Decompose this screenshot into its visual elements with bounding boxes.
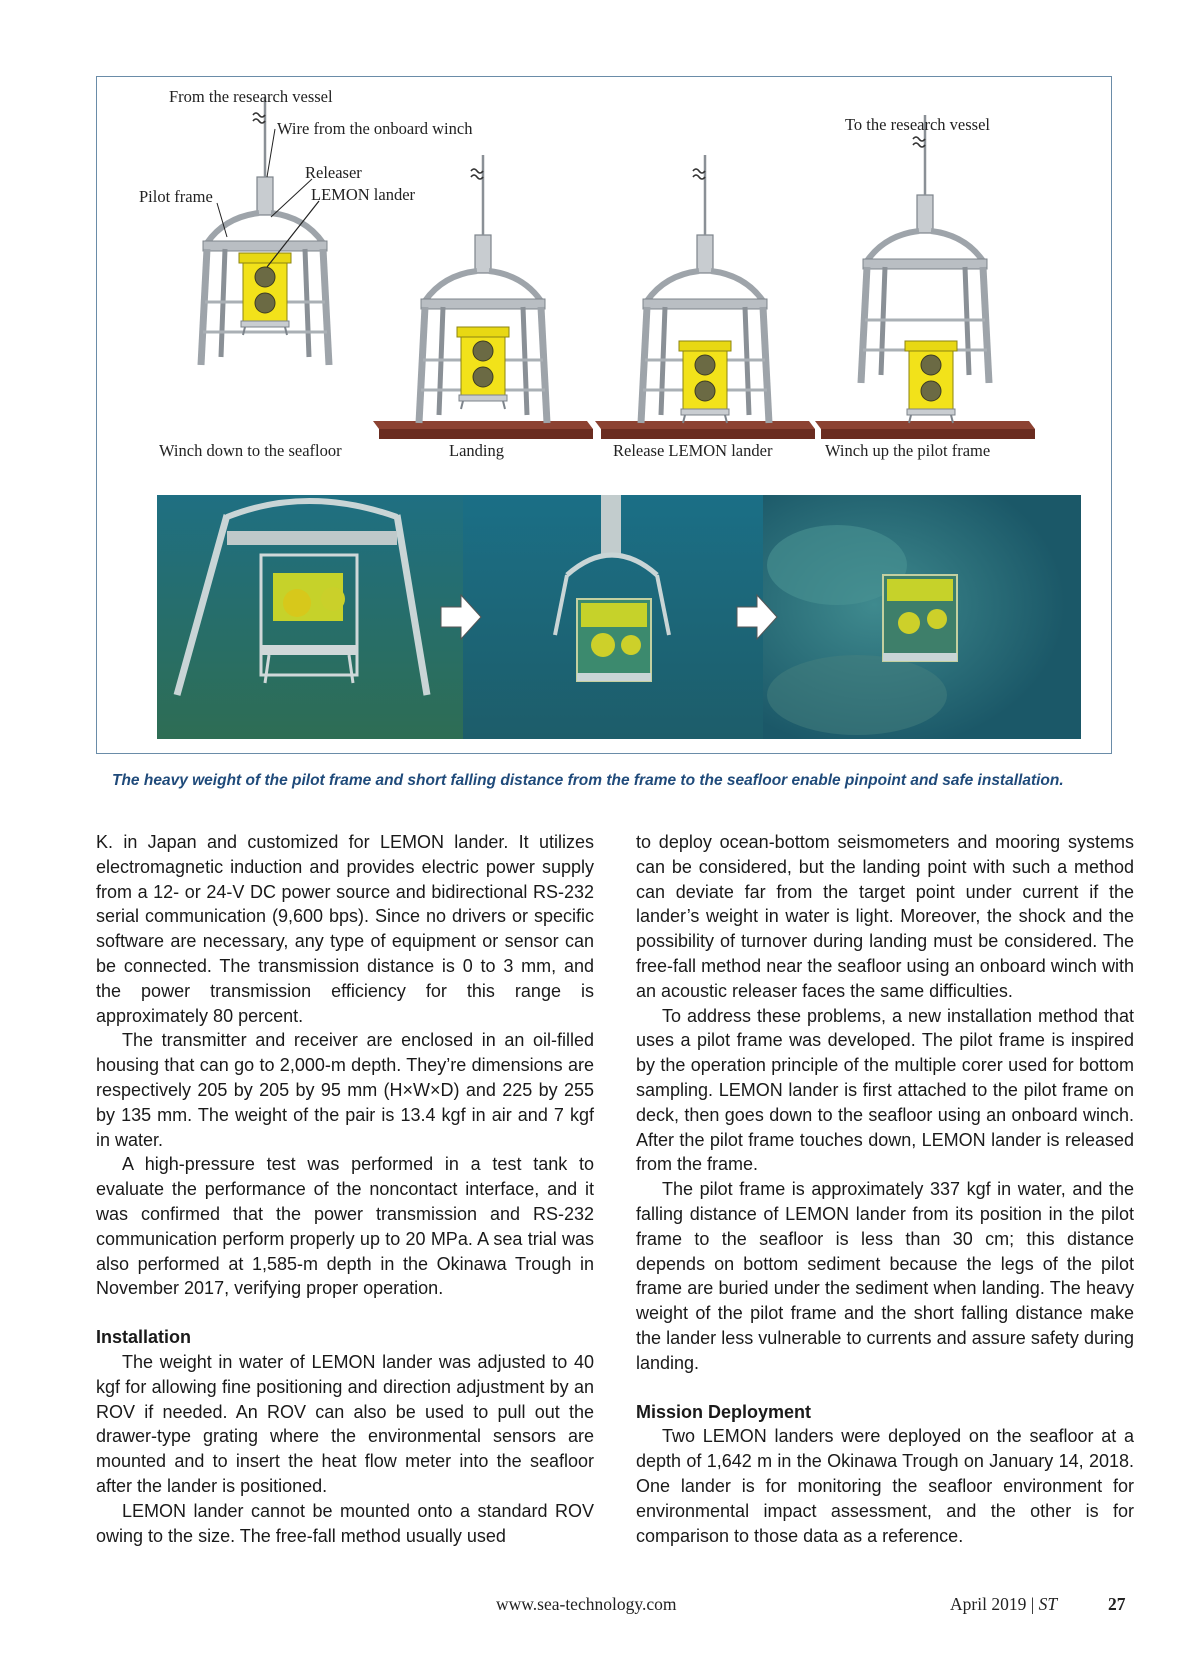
- page-number: 27: [1108, 1594, 1126, 1614]
- paragraph: LEMON lander cannot be mounted onto a standard ROV owing to the size. The free-fall method usually used: [96, 1500, 594, 1546]
- paragraph: The transmitter and receiver are enclosed in an oil-filled housing that can go to 2,000-m depth. They’re dimensions are respectively 205 by 205 by 95 mm (H×W×D) and 225 by 255 by 135 mm. The weight of the pair is 13.4 kgf in air and 7 kgf in water.: [96, 1030, 594, 1150]
- page-footer: [0, 1594, 1200, 1618]
- left-column: [96, 830, 594, 1548]
- stage-2-landing: [419, 155, 547, 423]
- paragraph: to deploy ocean-bottom seismometers and mooring systems can be considered, but the landing point with such a method can deviate far from the target point under current if the lander’s weight in water is light. Moreover, the shock and the possibility of turnover during landing must be considered. The free-fall method near the seafloor using an onboard winch with an acoustic releaser faces the same difficulties.: [636, 832, 1134, 1001]
- step-label-2: Landing: [449, 441, 504, 460]
- seafloor-photos: [157, 495, 1081, 739]
- footer-magazine: ST: [1038, 1594, 1058, 1614]
- paragraph: K. in Japan and customized for LEMON lander. It utilizes electromagnetic induction and provides electric power supply from a 12- or 24-V DC power source and bidirectional RS-232 serial communication (9,600 bps). Since no drivers or specific software are necessary, any type of equipment or sensor can be connected. The transmission distance is 0 to 3 mm, and the power transmission efficiency for this range is approximately 80 percent.: [96, 832, 594, 1026]
- step-label-1: Winch down to the seafloor: [159, 441, 342, 460]
- figure: [96, 76, 1112, 754]
- stage-3-release: [641, 155, 769, 423]
- label-wire: Wire from the onboard winch: [277, 119, 473, 138]
- paragraph: The weight in water of LEMON lander was adjusted to 40 kgf for allowing fine positioning and direction adjustment by an ROV if needed. An ROV can also be used to pull out the drawer-type grating where the environmental sensors are mounted and to insert the heat flow meter into the seafloor after the lander is positioned.: [96, 1351, 594, 1496]
- paragraph: A high-pressure test was performed in a test tank to evaluate the performance of the noncontact interface, and it was confirmed that the power transmission and RS-232 communication perform properly up to 20 MPa. A sea trial was also performed at 1,585-m depth in the Okinawa Trough in November 2017, verifying proper operation.: [96, 1154, 594, 1299]
- section-heading-mission-deployment: Mission Deployment: [636, 1401, 812, 1422]
- photo-3: [763, 495, 1081, 739]
- figure-caption: The heavy weight of the pilot frame and short falling distance from the frame to the seafloor enable pinpoint and safe installation.: [112, 772, 1064, 789]
- label-pilot-frame: Pilot frame: [139, 187, 213, 206]
- stage-4-lander: [905, 341, 957, 423]
- photo-2: [463, 495, 763, 739]
- label-from-vessel: From the research vessel: [169, 87, 333, 106]
- label-to-vessel: To the research vessel: [845, 115, 990, 134]
- right-column: [636, 830, 1134, 1548]
- footer-date: [950, 1594, 1057, 1615]
- paragraph: Two LEMON landers were deployed on the seafloor at a depth of 1,642 m in the Okinawa Trough on January 14, 2018. One lander is for monitoring the seafloor environment for environmental impact assessment, and the other is for comparison to those data as a reference.: [636, 1426, 1134, 1546]
- photo-1: [157, 495, 463, 739]
- step-label-3: Release LEMON lander: [613, 441, 773, 460]
- deployment-diagram: [97, 77, 1113, 497]
- label-lander: LEMON lander: [311, 185, 416, 204]
- step-label-4: Winch up the pilot frame: [825, 441, 991, 460]
- footer-date-text: April 2019 |: [950, 1594, 1035, 1614]
- paragraph: To address these problems, a new installation method that uses a pilot frame was developed. The pilot frame is inspired by the operation principle of the multiple corer used for bottom sampling. LEMON lander is first attached to the pilot frame on deck, then goes down to the seafloor using an onboard winch. After the pilot frame touches down, LEMON lander is released from the frame.: [636, 1005, 1134, 1175]
- paragraph: The pilot frame is approximately 337 kgf in water, and the falling distance of LEMON lander from its position in the pilot frame to the seafloor is less than 30 cm; this distance depends on bottom sediment because the legs of the pilot frame are buried under the sediment when landing. The heavy weight of the pilot frame and the short falling distance make the lander less vulnerable to currents and assure safety during landing.: [636, 1179, 1134, 1373]
- label-releaser: Releaser: [305, 163, 362, 182]
- section-heading-installation: Installation: [96, 1327, 192, 1348]
- footer-url: www.sea-technology.com: [496, 1594, 677, 1614]
